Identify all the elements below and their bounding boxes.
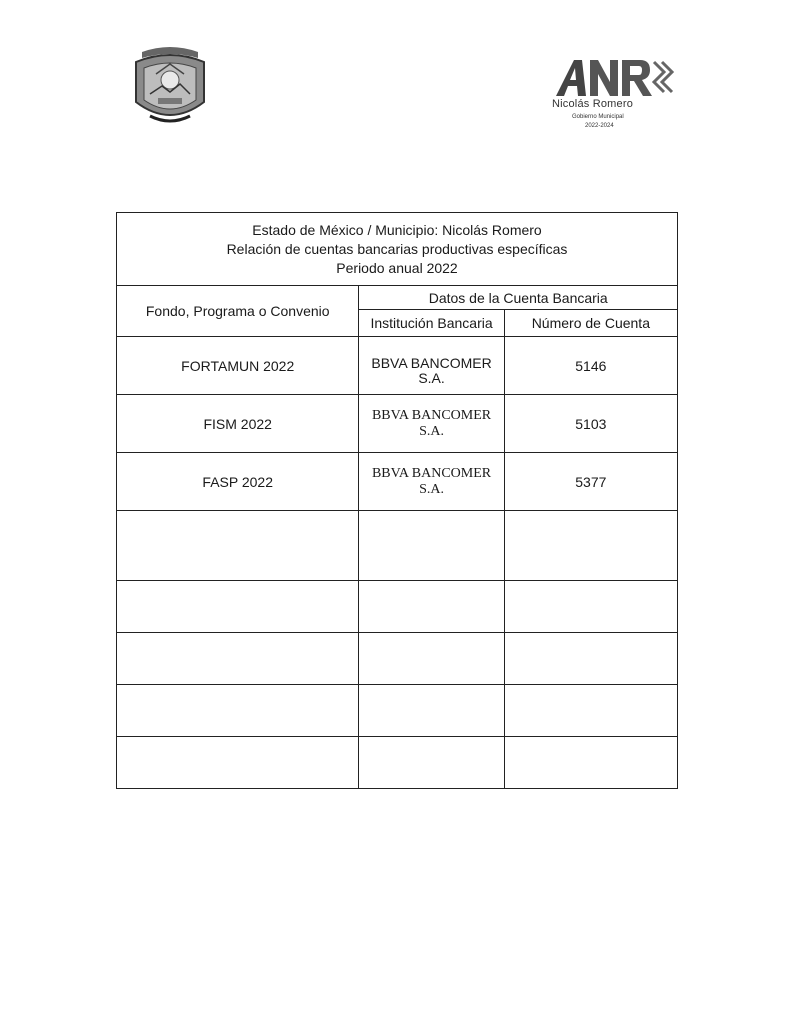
table-title — [117, 213, 678, 286]
empty-row — [117, 581, 678, 633]
col-header-numero: Número de Cuenta — [504, 310, 677, 337]
empty-row — [117, 685, 678, 737]
account-number-cell: 5377 — [504, 453, 677, 511]
title-row — [117, 213, 678, 286]
bank-name: BBVA BANCOMER — [371, 407, 492, 423]
table-row — [117, 395, 678, 453]
bank-cell — [359, 337, 504, 395]
title-line-state: Estado de México / Municipio: Nicolás Romero — [252, 221, 542, 238]
header-row-top — [117, 286, 678, 310]
col-header-fondo: Fondo, Programa o Convenio — [117, 286, 359, 337]
table-row — [117, 337, 678, 395]
account-number-cell: 5146 — [504, 337, 677, 395]
bank-accounts-table — [116, 212, 678, 789]
anr-logo-icon — [552, 56, 680, 100]
bank-name: BBVA BANCOMER — [371, 354, 492, 371]
empty-row — [117, 511, 678, 581]
col-header-institucion: Institución Bancaria — [359, 310, 504, 337]
account-number-cell: 5103 — [504, 395, 677, 453]
col-header-group: Datos de la Cuenta Bancaria — [359, 286, 678, 310]
fondo-cell: FASP 2022 — [117, 453, 359, 511]
state-seal-logo — [128, 44, 212, 128]
bank-cell — [359, 395, 504, 453]
title-line-relation: Relación de cuentas bancarias productivas específicas — [226, 240, 568, 257]
empty-row — [117, 737, 678, 789]
table-row — [117, 453, 678, 511]
bank-cell — [359, 453, 504, 511]
fondo-cell: FORTAMUN 2022 — [117, 337, 359, 395]
bank-suffix: S.A. — [418, 369, 445, 386]
bank-suffix: S.A. — [419, 481, 444, 497]
municipal-logo — [552, 56, 680, 140]
fondo-cell: FISM 2022 — [117, 395, 359, 453]
empty-row — [117, 633, 678, 685]
logo-years-text: 2022-2024 — [585, 123, 614, 129]
bank-name: BBVA BANCOMER — [371, 465, 492, 481]
title-line-period: Periodo anual 2022 — [336, 259, 458, 276]
logo-sub-text: Gobierno Municipal — [572, 114, 624, 120]
logo-brand-text: Nicolás Romero — [552, 98, 634, 110]
bank-suffix: S.A. — [419, 423, 444, 439]
